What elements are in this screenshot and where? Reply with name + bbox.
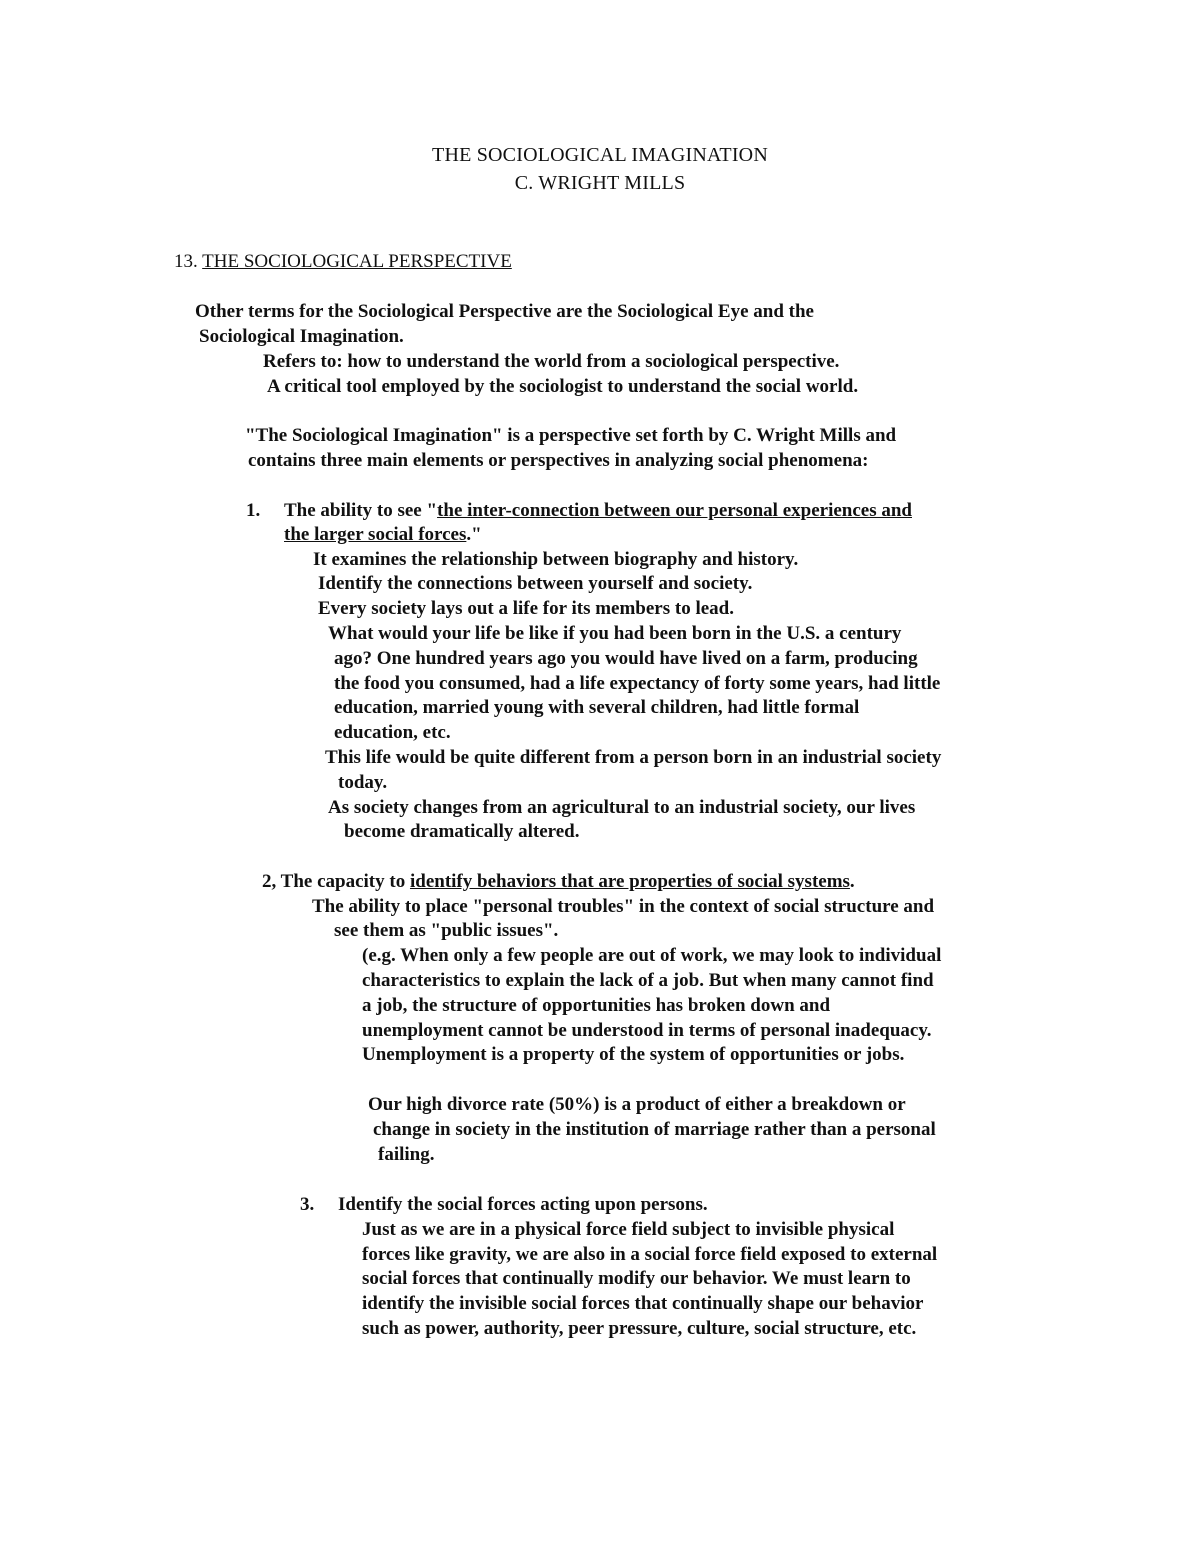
item2-example: Unemployment is a property of the system of opportunities or jobs. <box>362 1044 905 1065</box>
item2-tail: . <box>849 871 855 892</box>
document-author: C. WRIGHT MILLS <box>514 172 686 194</box>
mills-line: contains three main elements or perspectives in analyzing social phenomena: <box>248 450 869 471</box>
item2-lead: The capacity to <box>280 871 410 892</box>
item3-line: identify the invisible social forces that continually shape our behavior <box>362 1293 924 1314</box>
item1-underlined-a: the inter-connection between our personal experiences and <box>437 500 912 521</box>
intro-line: Sociological Imagination. <box>199 326 404 347</box>
refers-to-line: Refers to: how to understand the world from a sociological perspective. <box>263 351 840 372</box>
section-title: THE SOCIOLOGICAL PERSPECTIVE <box>202 251 512 272</box>
item3-line: forces like gravity, we are also in a social force field exposed to external <box>362 1244 938 1265</box>
item3-number: 3. <box>300 1194 315 1215</box>
item2-example: (e.g. When only a few people are out of work, we may look to individual <box>362 945 942 966</box>
item2-divorce: change in society in the institution of marriage rather than a personal <box>373 1119 936 1140</box>
item3-lead: Identify the social forces acting upon persons. <box>338 1194 708 1215</box>
item3-line: such as power, authority, peer pressure, culture, social structure, etc. <box>362 1318 917 1339</box>
item1-point: What would your life be like if you had been born in the U.S. a century <box>328 623 902 644</box>
item1-point: This life would be quite different from a person born in an industrial society <box>325 747 942 768</box>
item1-lead-line-2 <box>284 523 482 548</box>
item2-example: a job, the structure of opportunities has broken down and <box>362 995 831 1016</box>
item1-tail: ." <box>466 524 482 545</box>
item1-lead: The ability to see " <box>284 500 438 521</box>
item1-underlined-b: the larger social forces <box>284 524 467 545</box>
item1-point: Identify the connections between yourself and society. <box>318 573 753 594</box>
item2-point: see them as "public issues". <box>334 920 559 941</box>
mills-line: "The Sociological Imagination" is a perspective set forth by C. Wright Mills and <box>245 425 897 446</box>
item1-lead-line <box>284 499 912 524</box>
item1-point: education, married young with several children, had little formal <box>334 697 860 718</box>
item1-point: ago? One hundred years ago you would have lived on a farm, producing <box>334 648 918 669</box>
critical-tool-line: A critical tool employed by the sociologist to understand the social world. <box>267 376 859 397</box>
item1-point: As society changes from an agricultural to an industrial society, our lives <box>328 797 916 818</box>
item2-underlined: identify behaviors that are properties of social systems <box>409 871 850 892</box>
item2-example: unemployment cannot be understood in terms of personal inadequacy. <box>362 1020 932 1041</box>
item1-point: become dramatically altered. <box>344 821 580 842</box>
item3-line: social forces that continually modify our behavior. We must learn to <box>362 1268 911 1289</box>
item1-point: It examines the relationship between biography and history. <box>313 549 799 570</box>
item1-point: education, etc. <box>334 722 451 743</box>
item1-point: the food you consumed, had a life expectancy of forty some years, had little <box>334 673 941 694</box>
section-heading <box>174 251 512 273</box>
item3-line: Just as we are in a physical force field subject to invisible physical <box>362 1219 895 1240</box>
intro-line: Other terms for the Sociological Perspective are the Sociological Eye and the <box>195 301 814 322</box>
item1-point: today. <box>338 772 388 793</box>
item2-divorce: failing. <box>378 1144 435 1165</box>
item2-number: 2, <box>262 871 277 892</box>
document-title: THE SOCIOLOGICAL IMAGINATION <box>432 144 768 166</box>
item1-point: Every society lays out a life for its members to lead. <box>318 598 734 619</box>
item2-divorce: Our high divorce rate (50%) is a product of either a breakdown or <box>368 1094 906 1115</box>
item2-line <box>262 870 855 895</box>
item2-example: characteristics to explain the lack of a job. But when many cannot find <box>362 970 934 991</box>
item1-number: 1. <box>246 500 261 521</box>
section-number: 13. <box>174 251 198 272</box>
item2-point: The ability to place "personal troubles" in the context of social structure and <box>312 896 935 917</box>
